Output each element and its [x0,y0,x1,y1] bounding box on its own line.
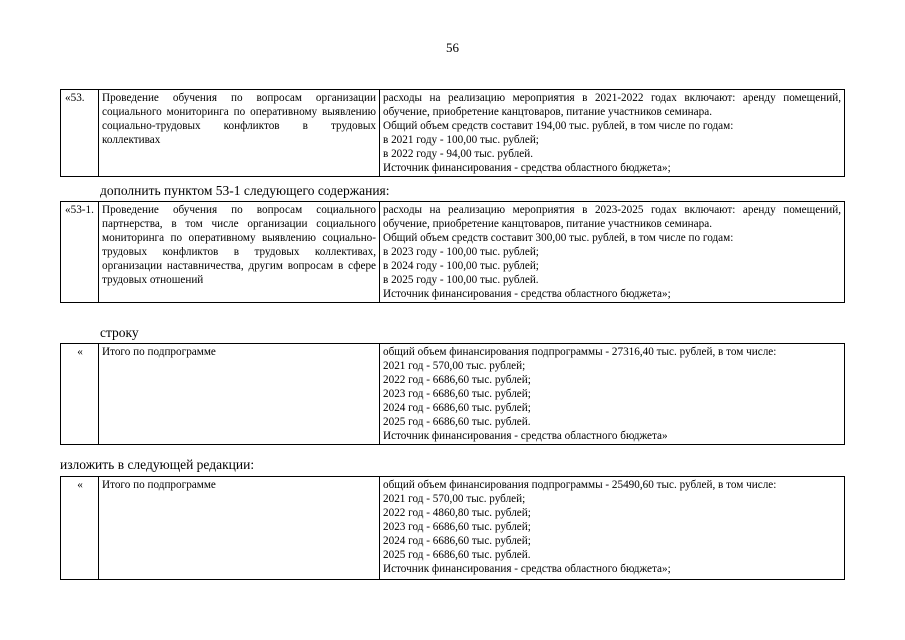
description-line: Общий объем средств составит 300,00 тыс. рублей, в том числе по годам: [383,232,734,244]
description-line: 2025 год - 6686,60 тыс. рублей. [383,416,531,428]
description-line: Источник финансирования - средства областного бюджета»; [383,288,671,300]
item-description [380,477,845,580]
description-line: 2021 год - 570,00 тыс. рублей; [383,493,526,505]
page-number: 56 [446,40,459,55]
description-line: в 2022 году - 94,00 тыс. рублей. [383,148,534,160]
table-row-53 [60,89,845,177]
table-row [61,90,845,177]
description-line: 2025 год - 6686,60 тыс. рублей. [383,549,531,561]
caption-add-item: дополнить пунктом 53-1 следующего содержания: [100,183,390,198]
item-number: « [61,477,99,580]
description-line: 2024 год - 6686,60 тыс. рублей; [383,535,531,547]
table-row-53-1 [60,201,845,303]
item-name: Итого по подпрограмме [99,344,380,445]
description-line: в 2025 году - 100,00 тыс. рублей. [383,274,539,286]
table-row [61,344,845,445]
description-line: 2023 год - 6686,60 тыс. рублей; [383,388,531,400]
item-description [380,202,845,303]
item-name: Итого по подпрограмме [99,477,380,580]
item-number: « [61,344,99,445]
description-line: в 2024 году - 100,00 тыс. рублей; [383,260,539,272]
description-line: расходы на реализацию мероприятия в 2023-2025 годах включают: аренду помещений, обучение, приобретение канцтоваров, питание участников семинара. [383,204,841,230]
description-line: 2024 год - 6686,60 тыс. рублей; [383,402,531,414]
description-line: в 2023 году - 100,00 тыс. рублей; [383,246,539,258]
caption-row: строку [100,325,139,340]
caption-new-wording: изложить в следующей редакции: [60,457,255,472]
item-number: «53. [61,90,99,177]
description-line: Источник финансирования - средства областного бюджета»; [383,563,671,575]
description-line: 2022 год - 6686,60 тыс. рублей; [383,374,531,386]
description-line: расходы на реализацию мероприятия в 2021-2022 годах включают: аренду помещений, обучение, приобретение канцтоваров, питание участников семинара. [383,92,841,118]
item-description [380,90,845,177]
description-line: 2023 год - 6686,60 тыс. рублей; [383,521,531,533]
description-line: общий объем финансирования подпрограммы - 25490,60 тыс. рублей, в том числе: [383,479,777,491]
description-line: Общий объем средств составит 194,00 тыс. рублей, в том числе по годам: [383,120,734,132]
description-line: 2021 год - 570,00 тыс. рублей; [383,360,526,372]
item-name: Проведение обучения по вопросам организации социального мониторинга по оперативному выявлению социально-трудовых конфликтов в трудовых коллективах [99,90,380,177]
table-row-total-old [60,343,845,445]
description-line: Источник финансирования - средства областного бюджета» [383,430,668,442]
description-line: Источник финансирования - средства областного бюджета»; [383,162,671,174]
item-description [380,344,845,445]
table-row [61,202,845,303]
description-line: 2022 год - 4860,80 тыс. рублей; [383,507,531,519]
item-number: «53-1. [61,202,99,303]
item-name: Проведение обучения по вопросам социального партнерства, в том числе организации социального мониторинга по оперативному выявлению социально-трудовых конфликтов в трудовых коллективах, организации наставничества, другим вопросам в сфере трудовых отношений [99,202,380,303]
description-line: в 2021 году - 100,00 тыс. рублей; [383,134,539,146]
table-row-total-new [60,476,845,580]
description-line: общий объем финансирования подпрограммы - 27316,40 тыс. рублей, в том числе: [383,346,777,358]
table-row [61,477,845,580]
